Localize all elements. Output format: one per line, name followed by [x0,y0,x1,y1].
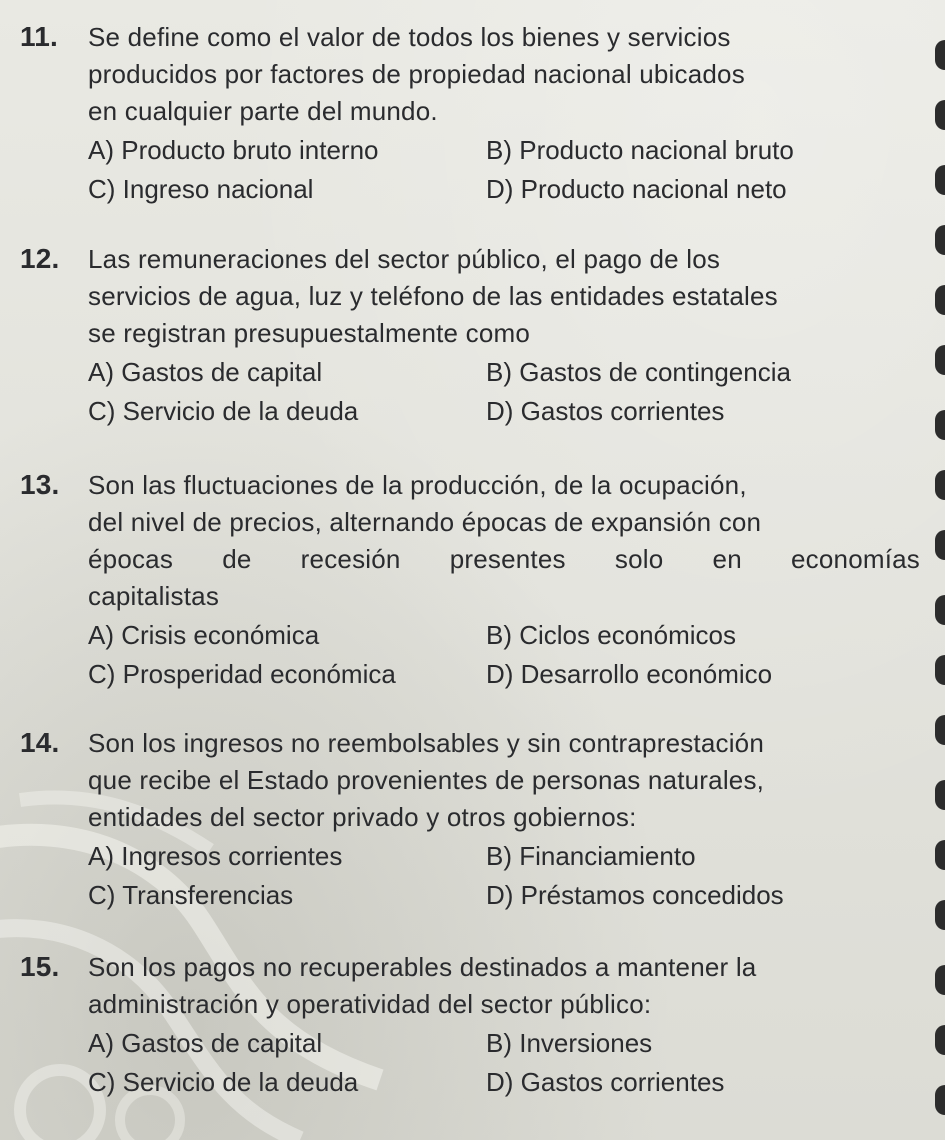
question-12 [20,240,920,432]
option-b[interactable]: B) Producto nacional bruto [486,135,794,165]
question-line: capitalistas [88,581,220,611]
option-b[interactable]: B) Ciclos económicos [486,620,736,650]
question-line: servicios de agua, luz y teléfono de las entidades estatales [88,281,778,311]
question-line: 12. Las remuneraciones del sector público, el pago de los [20,240,920,278]
option-d[interactable]: D) Gastos corrientes [486,1067,725,1097]
option-d[interactable]: D) Desarrollo económico [486,659,773,689]
option-c[interactable]: C) Servicio de la deuda [88,1067,359,1097]
question-number: 12. [20,243,60,274]
question-number: 15. [20,951,60,982]
option-a[interactable]: A) Producto bruto interno [88,135,379,165]
question-number: 11. [20,21,58,52]
question-line: se registran presupuestalmente como [88,318,531,348]
option-c[interactable]: C) Ingreso nacional [88,174,314,204]
option-a[interactable]: A) Gastos de capital [88,357,323,387]
question-stem [20,18,920,130]
option-d[interactable]: D) Gastos corrientes [486,396,725,426]
option-b[interactable]: B) Gastos de contingencia [486,357,791,387]
option-d[interactable]: D) Producto nacional neto [486,174,787,204]
question-stem [20,948,920,1023]
question-line: épocas de recesión presentes solo en economías [88,544,920,574]
question-line: 14. Son los ingresos no reembolsables y sin contraprestación [20,724,920,762]
answer-options [20,132,920,210]
question-stem [20,240,920,352]
option-c[interactable]: C) Prosperidad económica [88,659,396,689]
question-line: en cualquier parte del mundo. [88,96,438,126]
question-line: administración y operatividad del sector público: [88,989,652,1019]
question-14 [20,724,920,916]
question-line: producidos por factores de propiedad nacional ubicados [88,59,745,89]
question-11 [20,18,920,210]
option-c[interactable]: C) Servicio de la deuda [88,396,359,426]
option-a[interactable]: A) Ingresos corrientes [88,841,343,871]
answer-options [20,354,920,432]
answer-options [20,1025,920,1103]
question-line: del nivel de precios, alternando épocas de expansión con [88,507,762,537]
option-a[interactable]: A) Gastos de capital [88,1028,323,1058]
binding-edge [931,0,945,1140]
question-line: entidades del sector privado y otros gobiernos: [88,802,637,832]
option-b[interactable]: B) Inversiones [486,1028,653,1058]
option-c[interactable]: C) Transferencias [88,880,294,910]
question-line: que recibe el Estado provenientes de personas naturales, [88,765,765,795]
question-13 [20,466,920,695]
question-line: 15. Son los pagos no recuperables destinados a mantener la [20,948,920,986]
question-line: 11. Se define como el valor de todos los bienes y servicios [20,18,920,56]
option-a[interactable]: A) Crisis económica [88,620,320,650]
question-15 [20,948,920,1103]
question-line: 13. Son las fluctuaciones de la producción, de la ocupación, [20,466,920,504]
option-b[interactable]: B) Financiamiento [486,841,696,871]
question-stem [20,724,920,836]
question-number: 13. [20,469,60,500]
answer-options [20,617,920,695]
answer-options [20,838,920,916]
question-number: 14. [20,727,60,758]
question-stem [20,466,920,615]
option-d[interactable]: D) Préstamos concedidos [486,880,784,910]
